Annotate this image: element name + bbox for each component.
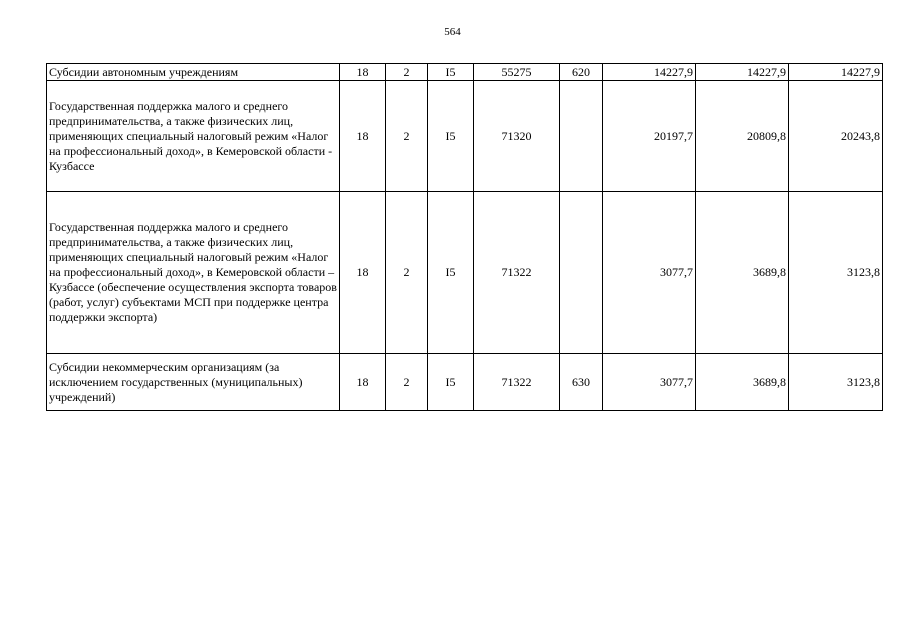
- cell-value-2: 20809,8: [696, 81, 789, 192]
- cell-subsection: 2: [386, 192, 428, 354]
- cell-value-1: 3077,7: [603, 354, 696, 411]
- budget-table: [46, 63, 883, 411]
- cell-program: I5: [428, 64, 474, 81]
- cell-value-1: 3077,7: [603, 192, 696, 354]
- cell-expense-type: 620: [560, 64, 603, 81]
- cell-value-2: 14227,9: [696, 64, 789, 81]
- cell-direction: 71322: [474, 192, 560, 354]
- cell-value-3: 14227,9: [789, 64, 883, 81]
- row-name: Государственная поддержка малого и среднего предпринимательства, а также физических лиц, применяющих специальный налоговый режим «Налог на профессиональный доход», в Кемеровской области - Кузбассе: [47, 81, 340, 192]
- table-row: [47, 81, 883, 192]
- page-number: 564: [444, 26, 461, 38]
- cell-section: 18: [340, 81, 386, 192]
- table-row: [47, 354, 883, 411]
- table-row: [47, 192, 883, 354]
- cell-value-1: 20197,7: [603, 81, 696, 192]
- cell-direction: 71320: [474, 81, 560, 192]
- cell-subsection: 2: [386, 81, 428, 192]
- cell-program: I5: [428, 354, 474, 411]
- cell-expense-type: [560, 192, 603, 354]
- row-name: Государственная поддержка малого и среднего предпринимательства, а также физических лиц, применяющих специальный налоговый режим «Налог на профессиональный доход», в Кемеровской области – Кузбассе (обеспечение осуществления экспорта товаров (работ, услуг) субъектами МСП при поддержке центра поддержки экспорта): [47, 192, 340, 354]
- cell-value-3: 3123,8: [789, 192, 883, 354]
- cell-section: 18: [340, 354, 386, 411]
- cell-value-3: 3123,8: [789, 354, 883, 411]
- table-row: [47, 64, 883, 81]
- cell-value-3: 20243,8: [789, 81, 883, 192]
- cell-direction: 71322: [474, 354, 560, 411]
- cell-value-2: 3689,8: [696, 192, 789, 354]
- cell-subsection: 2: [386, 354, 428, 411]
- row-name: Субсидии автономным учреждениям: [47, 64, 340, 81]
- cell-value-2: 3689,8: [696, 354, 789, 411]
- cell-expense-type: [560, 81, 603, 192]
- cell-value-1: 14227,9: [603, 64, 696, 81]
- cell-expense-type: 630: [560, 354, 603, 411]
- cell-direction: 55275: [474, 64, 560, 81]
- cell-section: 18: [340, 192, 386, 354]
- cell-section: 18: [340, 64, 386, 81]
- row-name: Субсидии некоммерческим организациям (за исключением государственных (муниципальных) учреждений): [47, 354, 340, 411]
- cell-program: I5: [428, 192, 474, 354]
- cell-program: I5: [428, 81, 474, 192]
- cell-subsection: 2: [386, 64, 428, 81]
